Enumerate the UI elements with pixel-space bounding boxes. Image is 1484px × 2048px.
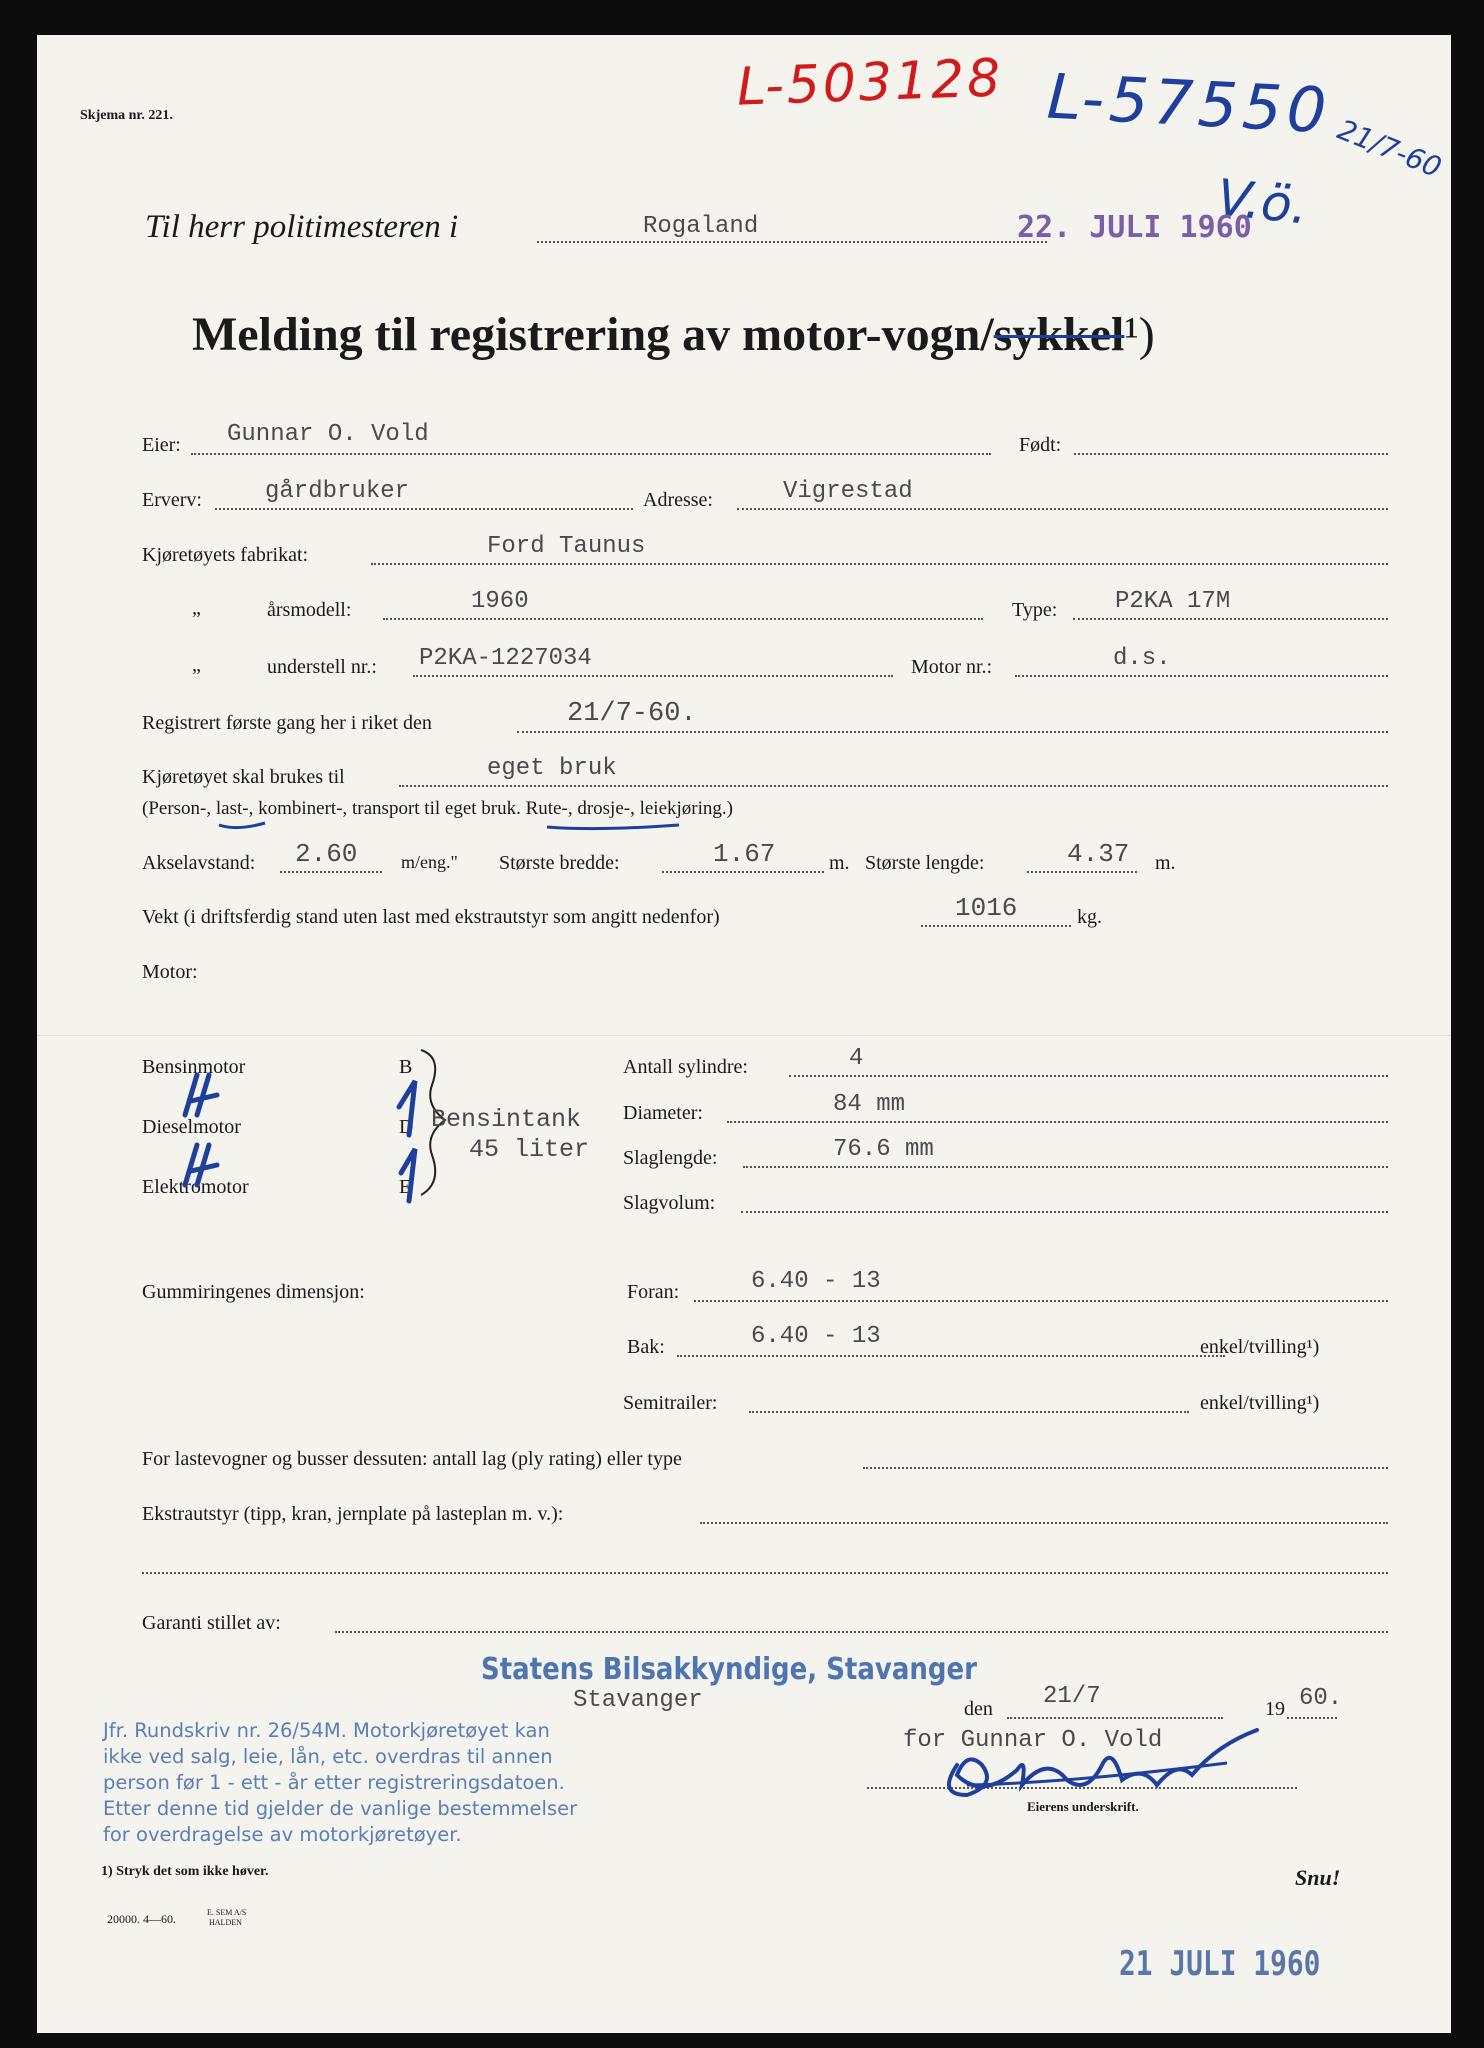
sylindre-value: 4 (849, 1045, 864, 1072)
ditto-mark-arsmodell: „ (192, 597, 201, 619)
brukes-label: Kjøretøyet skal brukes til (142, 766, 345, 788)
lastevogner-label: For lastevogner og busser dessuten: antall lag (ply rating) eller type (142, 1448, 682, 1470)
akselavstand-label: Akselavstand: (142, 852, 256, 874)
foran-line (694, 1300, 1388, 1302)
fabrikat-label: Kjøretøyets fabrikat: (142, 544, 309, 566)
addressee-line (537, 241, 1047, 243)
semitrailer-enkel-tvilling: enkel/tvilling¹) (1200, 1392, 1320, 1414)
slagvolum-label: Slagvolum: (623, 1192, 716, 1214)
bensintank-line-1: Bensintank (431, 1105, 582, 1134)
fabrikat-line (371, 563, 1388, 565)
arsmodell-label: årsmodell: (267, 599, 352, 621)
arsmodell-line (383, 618, 983, 620)
diameter-line (727, 1121, 1388, 1123)
form-title-footnote: ¹) (1124, 308, 1155, 361)
foran-value: 6.40 - 13 (751, 1268, 881, 1295)
semitrailer-line (749, 1411, 1189, 1413)
date-line (1007, 1717, 1223, 1719)
lengde-line (1027, 871, 1137, 873)
adresse-label: Adresse: (643, 489, 713, 511)
slagvolum-line (741, 1211, 1388, 1213)
underskrift-label: Eierens underskrift. (1027, 1799, 1139, 1814)
arsmodell-value: 1960 (471, 588, 529, 615)
form-title (192, 308, 1155, 361)
bensintank-line-2: 45 liter (469, 1135, 590, 1164)
registrert-value: 21/7-60. (567, 699, 697, 729)
vekt-value: 1016 (955, 893, 1018, 923)
motor-nr-value: d.s. (1113, 645, 1171, 672)
brukes-options: (Person-, last-, kombinert-, transport til eget bruk. Rute-, drosje-, leiekjøring.) (142, 798, 733, 819)
gummiringer-label: Gummiringenes dimensjon: (142, 1281, 365, 1303)
slaglengde-label: Slaglengde: (623, 1147, 718, 1169)
bredde-line (662, 871, 824, 873)
akselavstand-unit: m/eng." (401, 852, 458, 872)
brukes-underline-marks (217, 815, 687, 835)
form-number: Skjema nr. 221. (80, 108, 173, 123)
akselavstand-line (280, 871, 382, 873)
printer-line-2: HALDEN (209, 1918, 242, 1927)
sylindre-label: Antall sylindre: (623, 1056, 748, 1078)
year-value: 60. (1299, 1685, 1343, 1712)
bredde-label: Største bredde: (499, 852, 620, 874)
year-prefix: 19 (1265, 1698, 1285, 1720)
bilsakkyndige-stamp: Statens Bilsakkyndige, Stavanger (481, 1652, 977, 1688)
erverv-line (215, 508, 633, 510)
motor-nr-line (1015, 675, 1388, 677)
bak-label: Bak: (627, 1336, 665, 1358)
diameter-value: 84 mm (833, 1091, 906, 1118)
addressee-prefix: Til herr politimesteren i (145, 209, 459, 245)
year-line (1287, 1717, 1337, 1719)
garanti-line (335, 1631, 1388, 1633)
bensinmotor-label: Bensinmotor (142, 1056, 246, 1078)
printer-line-1: E. SEM A/S (207, 1908, 247, 1917)
semitrailer-label: Semitrailer: (623, 1392, 718, 1414)
brukes-line (399, 785, 1388, 787)
lengde-label: Største lengde: (865, 852, 985, 874)
notice-line-1: Jfr. Rundskriv nr. 26/54M. Motorkjøretøyet kan (103, 1719, 550, 1742)
motor-section-label: Motor: (142, 961, 198, 983)
diameter-label: Diameter: (623, 1102, 703, 1124)
adresse-value: Vigrestad (783, 478, 913, 505)
fodt-line (1074, 453, 1388, 455)
snu-label: Snu! (1295, 1865, 1341, 1890)
bottom-date-stamp: 21 JULI 1960 (1119, 1944, 1321, 1984)
form-sheet (37, 35, 1451, 2033)
lengde-value: 4.37 (1067, 839, 1130, 869)
fabrikat-value: Ford Taunus (487, 533, 646, 560)
bredde-value: 1.67 (713, 839, 776, 869)
akselavstand-value: 2.60 (295, 839, 358, 869)
fodt-label: Født: (1019, 434, 1062, 456)
bak-value: 6.40 - 13 (751, 1323, 881, 1350)
adresse-line (737, 508, 1388, 510)
elektromotor-label: Elektromotor (142, 1176, 249, 1198)
notice-line-3: person før 1 - ett - år etter registreringsdatoen. (103, 1771, 565, 1794)
type-line (1073, 618, 1388, 620)
notice-line-4: Etter denne tid gjelder de vanlige bestemmelser (103, 1797, 578, 1820)
stamp-place: Stavanger (573, 1687, 703, 1714)
elektromotor-code: E (399, 1176, 412, 1198)
eier-line (191, 453, 991, 455)
received-date-stamp: 22. JULI 1960 (1017, 210, 1252, 245)
eier-value: Gunnar O. Vold (227, 421, 429, 448)
handwritten-registration-number: L-57550 (1045, 59, 1334, 148)
notice-line-2: ikke ved salg, leie, lån, etc. overdras til annen (103, 1745, 553, 1768)
vekt-unit: kg. (1077, 906, 1102, 928)
erverv-label: Erverv: (142, 489, 202, 511)
bak-line (677, 1355, 1225, 1357)
ditto-mark-understell: „ (192, 654, 201, 676)
ekstrautstyr-line (700, 1522, 1388, 1524)
for-owner: for Gunnar O. Vold (903, 1727, 1163, 1754)
sylindre-line (789, 1075, 1388, 1077)
dieselmotor-code: D (399, 1116, 414, 1138)
lastevogner-line (863, 1467, 1388, 1469)
motor-nr-label: Motor nr.: (911, 656, 993, 678)
registrert-label: Registrert første gang her i riket den (142, 712, 432, 734)
bensinmotor-code: B (399, 1056, 413, 1078)
handwritten-date: 21/7-60 (1332, 112, 1447, 185)
vekt-label: Vekt (i driftsferdig stand uten last med ekstrautstyr som angitt nedenfor) (142, 906, 720, 928)
erverv-value: gårdbruker (265, 478, 410, 505)
ekstrautstyr-line-2 (142, 1572, 1388, 1574)
bredde-unit: m. (829, 852, 850, 874)
registrert-line (517, 731, 1388, 733)
dieselmotor-label: Dieselmotor (142, 1116, 241, 1138)
foran-label: Foran: (627, 1281, 680, 1303)
type-label: Type: (1012, 599, 1058, 621)
handwritten-reference-red: L-503128 (736, 48, 1005, 118)
slaglengde-value: 76.6 mm (833, 1136, 934, 1163)
bak-enkel-tvilling: enkel/tvilling¹) (1200, 1336, 1320, 1358)
form-title-struck: sykkel (993, 308, 1125, 361)
slaglengde-line (743, 1166, 1388, 1168)
brukes-value: eget bruk (487, 755, 617, 782)
addressee-value: Rogaland (643, 213, 759, 240)
understell-line (413, 675, 893, 677)
paper-fold-line (37, 1035, 1451, 1036)
understell-label: understell nr.: (267, 656, 377, 678)
form-title-main: Melding til registrering av motor-vogn/ (192, 308, 994, 361)
lengde-unit: m. (1155, 852, 1176, 874)
vekt-line (921, 925, 1071, 927)
handwritten-initials: V.ö. (1214, 168, 1311, 236)
footnote: 1) Stryk det som ikke høver. (101, 1864, 269, 1879)
garanti-label: Garanti stillet av: (142, 1612, 281, 1634)
notice-line-5: for overdragelse av motorkjøretøyer. (103, 1823, 462, 1846)
understell-value: P2KA-1227034 (419, 645, 592, 672)
ekstrautstyr-label: Ekstrautstyr (tipp, kran, jernplate på lasteplan m. v.): (142, 1503, 564, 1525)
print-code: 20000. 4—60. (107, 1912, 176, 1926)
signature-date: 21/7 (1043, 1683, 1101, 1710)
type-value: P2KA 17M (1115, 588, 1231, 615)
eier-label: Eier: (142, 434, 181, 456)
den-label: den (964, 1698, 993, 1720)
